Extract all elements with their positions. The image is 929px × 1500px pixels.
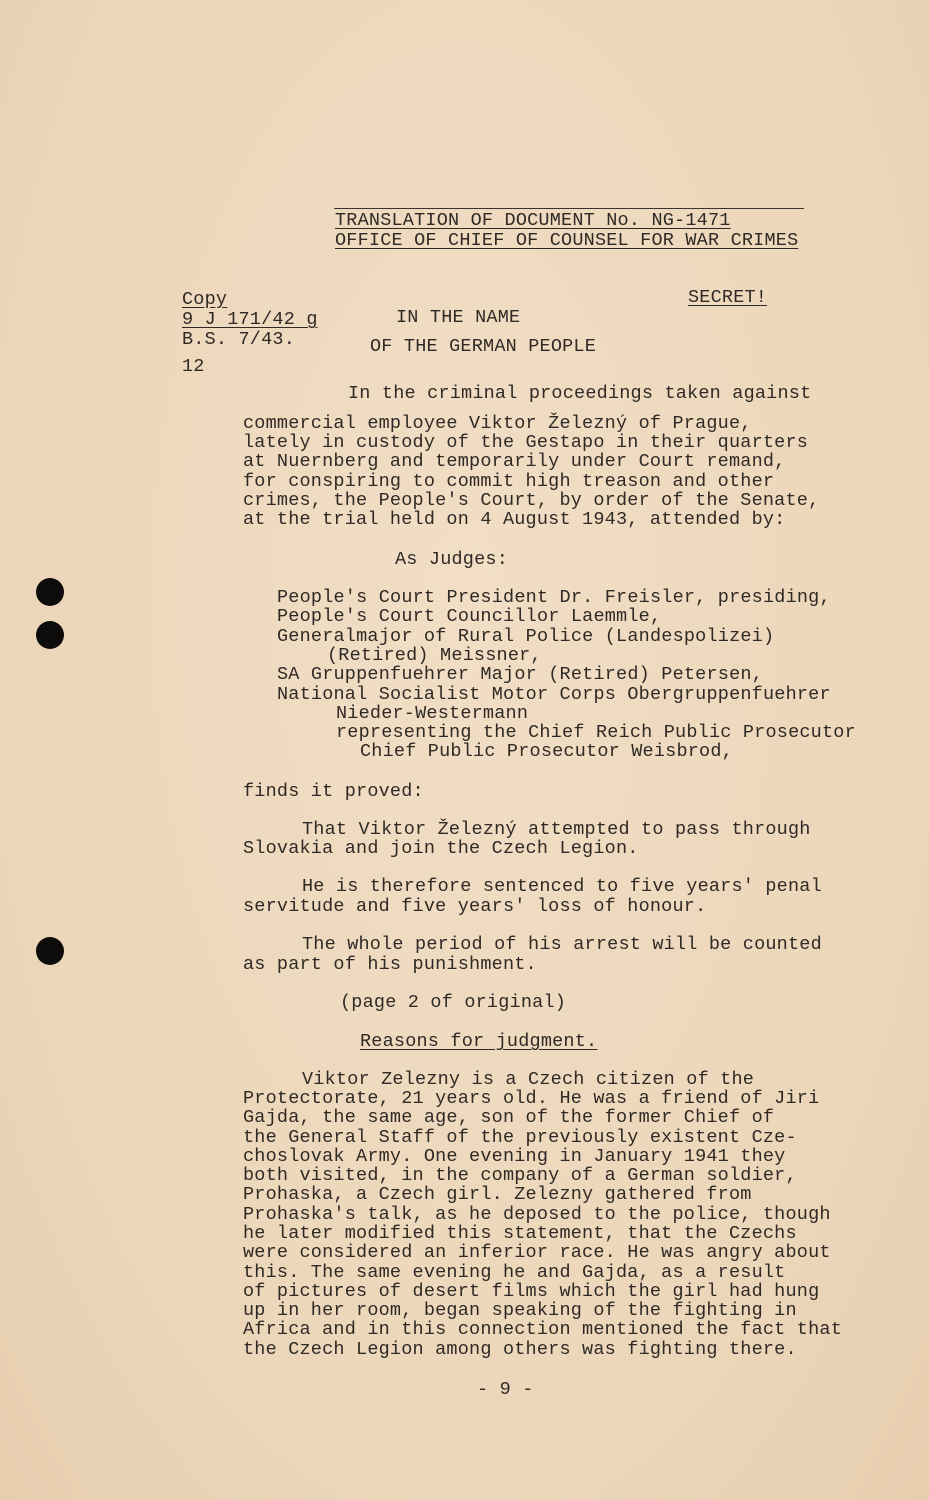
verdict-line: Slovakia and join the Czech Legion. <box>243 838 639 859</box>
reasons-line: Africa and in this connection mentioned the fact that <box>243 1319 842 1340</box>
page-note: (page 2 of original) <box>340 992 567 1013</box>
reasons-line: of pictures of desert films which the girl had hung <box>243 1281 820 1302</box>
intro-line: In the criminal proceedings taken against <box>348 383 812 404</box>
reasons-line: choslovak Army. One evening in January 1941 they <box>243 1146 786 1167</box>
title-line-2: OF THE GERMAN PEOPLE <box>370 336 597 357</box>
judges-heading: As Judges: <box>395 549 509 570</box>
reasons-line: both visited, in the company of a German soldier, <box>243 1165 797 1186</box>
reasons-line: the General Staff of the previously existent Cze- <box>243 1127 797 1148</box>
copy-label: Copy <box>182 289 228 310</box>
secret-stamp: SECRET! <box>688 287 768 308</box>
reasons-line: up in her room, began speaking of the fighting in <box>243 1300 797 1321</box>
reasons-line: Viktor Zelezny is a Czech citizen of the <box>302 1069 755 1090</box>
intro-line: at Nuernberg and temporarily under Court remand, <box>243 451 786 472</box>
file-reference: 9 J 171/42 g <box>182 309 318 330</box>
header-top-rule <box>334 208 804 209</box>
intro-line: at the trial held on 4 August 1943, attended by: <box>243 509 786 530</box>
verdict-line: servitude and five years' loss of honour. <box>243 896 707 917</box>
verdict-line: That Viktor Železný attempted to pass through <box>302 819 811 840</box>
reasons-line: he later modified this statement, that the Czechs <box>243 1223 797 1244</box>
verdict-line: The whole period of his arrest will be counted <box>302 934 822 955</box>
title-line-1: IN THE NAME <box>396 307 521 328</box>
judge-line: Chief Public Prosecutor Weisbrod, <box>360 741 733 762</box>
judge-line: Nieder-Westermann <box>336 703 529 724</box>
judge-line: National Socialist Motor Corps Obergruppenfuehrer <box>277 684 831 705</box>
reasons-line: Protectorate, 21 years old. He was a friend of Jiri <box>243 1088 820 1109</box>
intro-line: for conspiring to commit high treason and other <box>243 471 775 492</box>
judge-line: SA Gruppenfuehrer Major (Retired) Petersen, <box>277 664 763 685</box>
reasons-line: Prohaska's talk, as he deposed to the police, though <box>243 1204 831 1225</box>
reasons-line: Gajda, the same age, son of the former Chief of <box>243 1107 775 1128</box>
judge-line: People's Court Councillor Laemmle, <box>277 606 662 627</box>
header-translation-line: TRANSLATION OF DOCUMENT No. NG-1471 <box>335 210 731 231</box>
judge-line: Generalmajor of Rural Police (Landespolizei) <box>277 626 775 647</box>
reasons-line: the Czech Legion among others was fighting there. <box>243 1339 797 1360</box>
page-number: - 9 - <box>477 1379 534 1400</box>
reasons-heading: Reasons for judgment. <box>360 1031 598 1052</box>
reference-number: 12 <box>182 356 205 377</box>
finds-proved: finds it proved: <box>243 781 424 802</box>
judge-line: representing the Chief Reich Public Prosecutor <box>336 722 856 743</box>
verdict-line: He is therefore sentenced to five years' penal <box>302 876 822 897</box>
bs-reference: B.S. 7/43. <box>182 329 296 350</box>
reasons-line: were considered an inferior race. He was angry about <box>243 1242 831 1263</box>
reasons-line: Prohaska, a Czech girl. Zelezny gathered from <box>243 1184 752 1205</box>
intro-line: commercial employee Viktor Železný of Prague, <box>243 413 752 434</box>
verdict-line: as part of his punishment. <box>243 954 537 975</box>
punch-hole-top <box>36 578 64 606</box>
punch-hole-middle <box>36 621 64 649</box>
header-office-line: OFFICE OF CHIEF OF COUNSEL FOR WAR CRIMES <box>335 230 799 251</box>
reasons-line: this. The same evening he and Gajda, as a result <box>243 1262 786 1283</box>
intro-line: crimes, the People's Court, by order of the Senate, <box>243 490 820 511</box>
intro-line: lately in custody of the Gestapo in their quarters <box>243 432 809 453</box>
punch-hole-bottom <box>36 937 64 965</box>
judge-line: (Retired) Meissner, <box>327 645 542 666</box>
judge-line: People's Court President Dr. Freisler, presiding, <box>277 587 831 608</box>
